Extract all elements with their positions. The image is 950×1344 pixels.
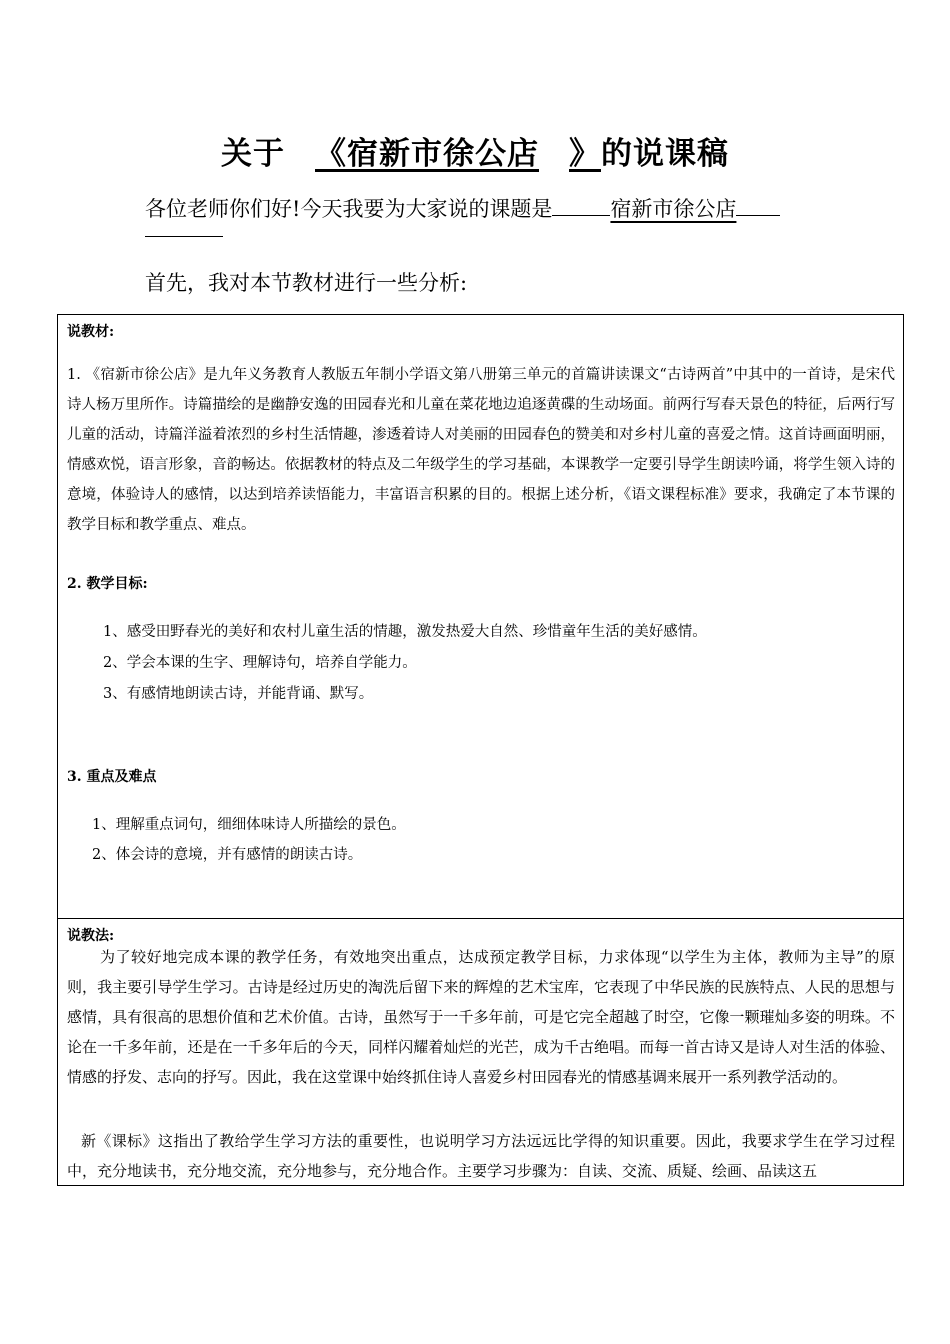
table-divider xyxy=(57,918,904,919)
title-suffix: 的说课稿 xyxy=(601,136,729,172)
method-paragraph-1: 为了较好地完成本课的教学任务，有效地突出重点，达成预定教学目标，力求体现“以学生为主体，教师为主导”的原则，我主要引导学生学习。古诗是经过历史的淘洗后留下来的辉煌的艺术宝库，它表现了中华民族的民族特点、人民的思想与感情，具有很高的思想价值和艺术价值。古诗，虽然写于一千多年前，可是它完全超越了时空，它像一颗璀灿多姿的明珠。不论在一千多年前，还是在一千多年后的今天，同样闪耀着灿烂的光芒，成为千古绝唱。而每一首古诗又是诗人对生活的体验、情感的抒发、志向的抒写。因此，我在这堂课中始终抓住诗人喜爱乡村田园春光的情感基调来展开一系列教学活动的。 xyxy=(67,948,895,1086)
intro-line xyxy=(145,193,825,237)
goal-item-2: 2、学会本课的生字、理解诗句，培养自学能力。 xyxy=(103,655,417,671)
document-title xyxy=(0,128,950,173)
method-paragraph-2: 新《课标》这指出了教给学生学习方法的重要性，也说明学习方法远远比学得的知识重要。因此，我要求学生在学习过程中，充分地读书，充分地交流，充分地参与，充分地合作。主要学习步骤为：自读、交流、质疑、绘画、品读这五 xyxy=(67,1132,895,1180)
intro-continuation-line xyxy=(145,224,223,237)
title-underlined: 《宿新市徐公店 》 xyxy=(315,136,601,172)
analysis-intro: 首先，我对本节教材进行一些分析: xyxy=(145,271,468,295)
title-close-bracket: 》 xyxy=(569,136,601,172)
key-points-label: 3. 重点及难点 xyxy=(67,769,157,785)
goal-item-1: 1、感受田野春光的美好和农村儿童生活的情趣，激发热爱大自然、珍惜童年生活的美好感情。 xyxy=(103,624,707,640)
key-point-1: 1、理解重点词句，细细体味诗人所描绘的景色。 xyxy=(92,817,406,833)
intro-text: 各位老师你们好!今天我要为大家说的课题是 xyxy=(145,197,553,221)
section-material-label: 说教材: xyxy=(67,324,115,340)
intro-topic: 宿新市徐公店 xyxy=(610,197,737,221)
key-point-2: 2、体会诗的意境，并有感情的朗读古诗。 xyxy=(92,847,363,863)
material-paragraph: 1. 《宿新市徐公店》是九年义务教育人教版五年制小学语文第八册第三单元的首篇讲读课文“古诗两首”中其中的一首诗，是宋代诗人杨万里所作。诗篇描绘的是幽静安逸的田园春光和儿童在菜花地边追逐黄碟的生动场面。前两行写春天景色的特征，后两行写儿童的活动，诗篇洋溢着浓烈的乡村生活情趣，渗透着诗人对美丽的田园春色的赞美和对乡村儿童的喜爱之情。这首诗画面明丽，情感欢悦，语言形象，音韵畅达。依据教材的特点及二年级学生的学习基础，本课教学一定要引导学生朗读吟诵，将学生领入诗的意境，体验诗人的感情，以达到培养读悟能力，丰富语言积累的目的。根据上述分析，《语文课程标准》要求，我确定了本节课的教学目标和教学重点、难点。 xyxy=(67,367,895,533)
title-prefix: 关于 xyxy=(221,136,285,172)
goals-label: 2. 教学目标: xyxy=(67,576,148,592)
section-method-label: 说教法: xyxy=(67,928,115,944)
goal-item-3: 3、有感情地朗读古诗，并能背诵、默写。 xyxy=(103,686,374,702)
